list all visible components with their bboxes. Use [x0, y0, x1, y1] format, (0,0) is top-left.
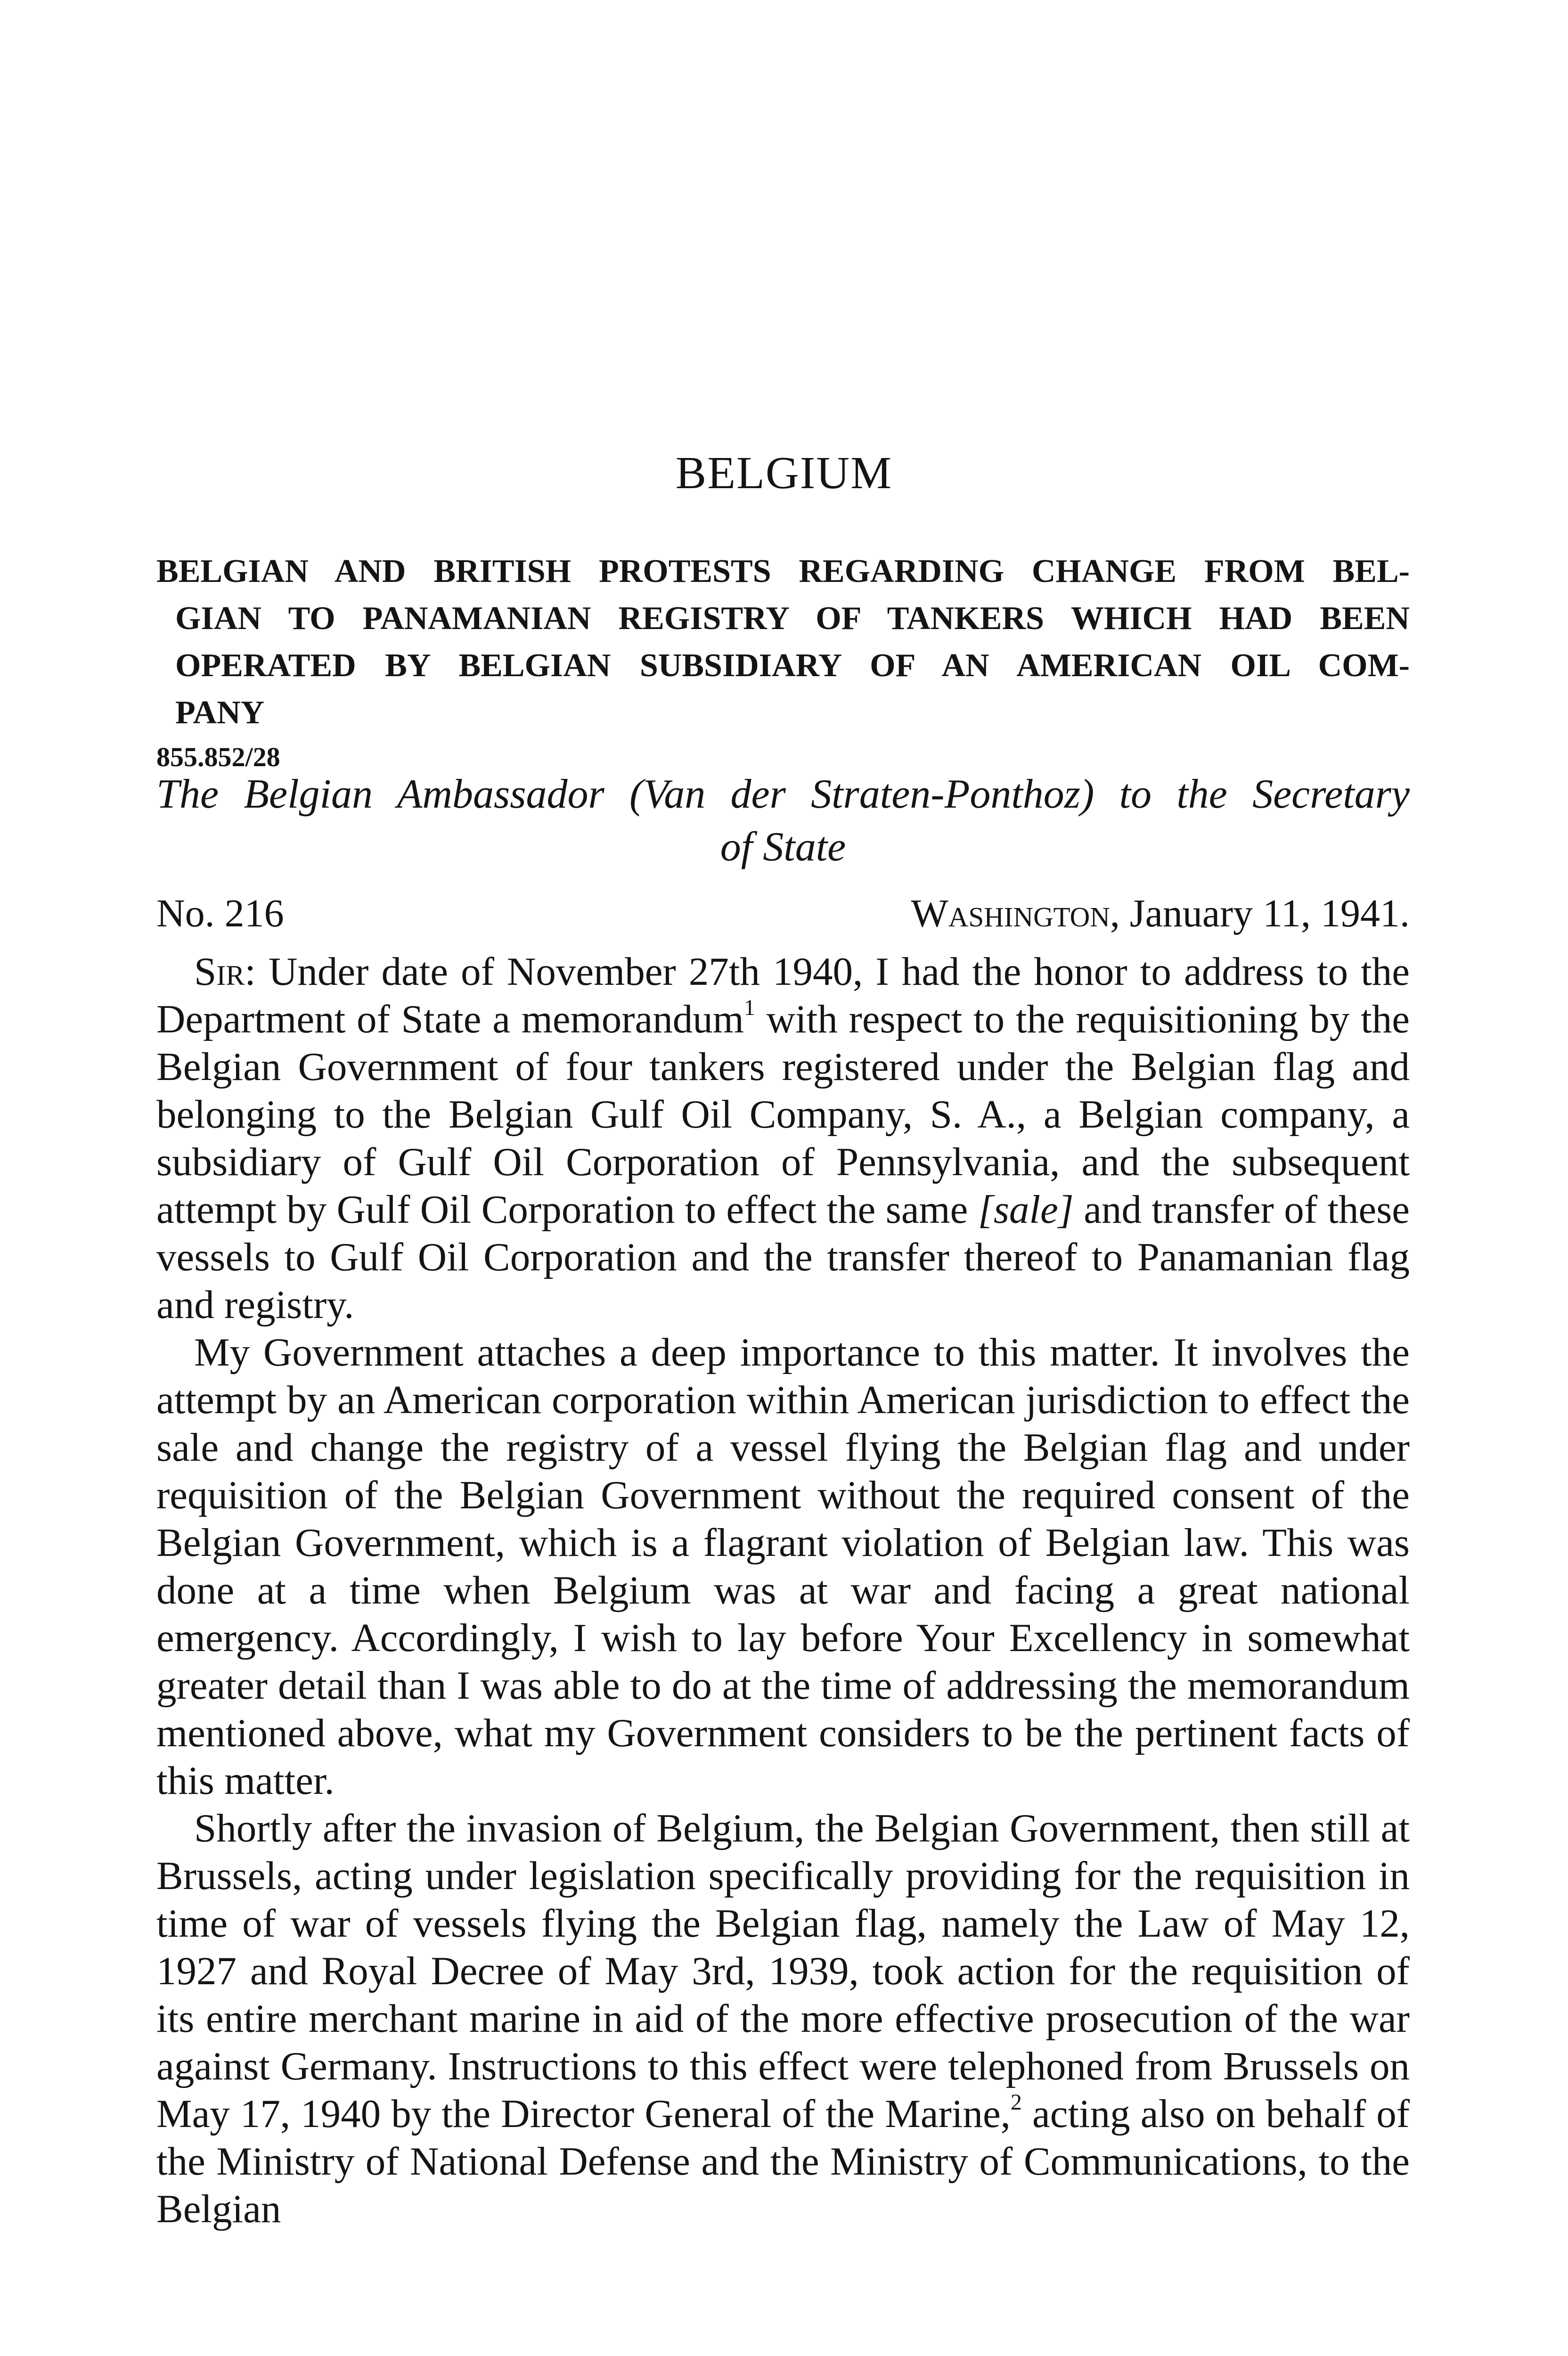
footnote-reference: 1 [743, 995, 755, 1020]
salutation: Sir: [194, 949, 256, 994]
body-text-segment: and transfer of these vessels to Gulf Oil Corporation and the transfer thereof to Panamanian flag and registry. [156, 1187, 1410, 1327]
body-text-segment: with respect to the requisitioning by the Belgian Government of four tankers registered under the Belgian flag and belonging to the Belgian Gulf Oil Company, S. A., a Belgian company, a subsidiary of Gulf Oil Corporation of Pennsylvania, and the subsequent attempt by Gulf Oil Corporation to effect the same [156, 997, 1410, 1232]
dateline-date: January 11, 1941. [1129, 892, 1410, 935]
editorial-insertion: [sale] [978, 1187, 1074, 1232]
file-number: 855.852/28 [156, 742, 280, 772]
document-title [156, 768, 1410, 874]
chapter-title: BELGIUM [675, 448, 893, 499]
document-title-line: of State [720, 824, 846, 870]
section-heading [156, 548, 1410, 736]
letter-body [156, 948, 1410, 2233]
footnote-reference: 2 [1010, 2089, 1022, 2115]
body-text-segment: Shortly after the invasion of Belgium, the Belgian Government, then still at Brussels, acting under legislation specifically providing for the requisition in time of war of vessels flying the Belgian flag, namely the Law of May 12, 1927 and Royal Decree of May 3rd, 1939, took action for the requisition of its entire merchant marine in aid of the more effective prosecution of the war against Germany. Instructions to this effect were telephoned from Brussels on May 17, 1940 by the Director General of the Marine, [156, 1806, 1410, 2136]
document-title-line: The Belgian Ambassador (Van der Straten-Ponthoz) to the Secretary [156, 771, 1410, 817]
body-text-segment: acting also on behalf of the Ministry of National Defense and the Ministry of Communications, to the Belgian [156, 2092, 1410, 2231]
dateline [911, 894, 1410, 933]
dateline-place: Washington, [911, 892, 1120, 935]
body-paragraph [156, 948, 1410, 1329]
body-paragraph: My Government attaches a deep importance to this matter. It involves the attempt by an American corporation within American jurisdiction to effect the sale and change the registry of a vessel flying the Belgian flag and under requisition of the Belgian Government without the required consent of the Belgian Government, which is a flagrant violation of Belgian law. This was done at a time when Belgium was at war and facing a great national emergency. Accordingly, I wish to lay before Your Excellency in somewhat greater detail than I was able to do at the time of addressing the memorandum mentioned above, what my Government considers to be the pertinent facts of this matter. [156, 1330, 1410, 1803]
section-heading-line: BELGIAN AND BRITISH PROTESTS REGARDING CHANGE FROM BEL- [156, 553, 1410, 589]
section-heading-line: GIAN TO PANAMANIAN REGISTRY OF TANKERS WHICH HAD BEEN [175, 600, 1410, 637]
document-number: No. 216 [156, 892, 284, 935]
section-heading-line: PANY [175, 695, 265, 731]
section-heading-line: OPERATED BY BELGIAN SUBSIDIARY OF AN AMERICAN OIL COM- [175, 647, 1410, 684]
body-paragraph [156, 1805, 1410, 2233]
body-text-segment: Under date of November 27th 1940, I had the honor to address to the Department of State a memorandum [156, 949, 1410, 1041]
